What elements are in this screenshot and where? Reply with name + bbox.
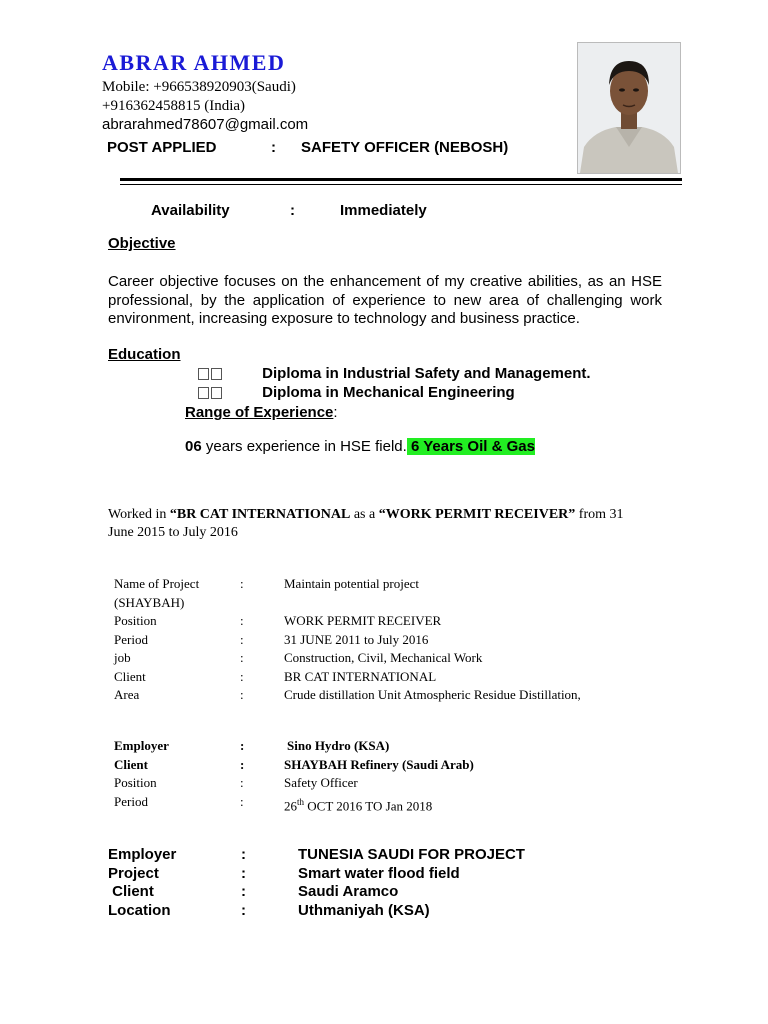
availability-sep: : <box>290 202 295 219</box>
row-value: Safety Officer <box>284 775 358 790</box>
table-row <box>114 686 581 705</box>
education-item-label: Diploma in Industrial Safety and Management. <box>262 365 591 382</box>
period-suffix: th <box>297 796 305 807</box>
person-photo-icon <box>578 43 680 173</box>
header-divider-thin <box>120 184 682 185</box>
row-value: SHAYBAH Refinery (Saudi Arab) <box>284 756 474 772</box>
row-sep: : <box>241 864 246 882</box>
availability-value: Immediately <box>340 202 427 219</box>
checkbox-icon <box>211 387 222 399</box>
table-row <box>108 864 460 884</box>
email: abrarahmed78607@gmail.com <box>102 116 309 133</box>
range-colon: : <box>333 404 338 421</box>
row-label: Employer <box>108 846 177 863</box>
worked-from: from 31 <box>575 507 624 522</box>
row-value: Saudi Aramco <box>298 883 399 901</box>
post-applied-label: POST APPLIED <box>107 139 217 156</box>
project3-table <box>108 846 525 920</box>
row-label: Position <box>114 613 157 628</box>
row-value: BR CAT INTERNATIONAL <box>284 668 437 684</box>
education-item-label: Diploma in Mechanical Engineering <box>262 384 515 401</box>
checkbox-icon <box>198 368 209 380</box>
mobile-india: +916362458815 (India) <box>102 98 246 114</box>
row-label: Client <box>114 668 146 684</box>
row-label: (SHAYBAH) <box>114 594 185 610</box>
availability-label: Availability <box>151 202 230 219</box>
education-item-1 <box>198 365 591 382</box>
range-heading-line <box>185 404 338 421</box>
table-row <box>108 883 399 902</box>
row-sep: : <box>240 613 244 628</box>
mobile-saudi: Mobile: +966538920903(Saudi) <box>102 79 296 95</box>
worked-company: “BR CAT INTERNATIONAL <box>169 507 351 522</box>
experience-text: years experience in HSE field. <box>201 438 407 455</box>
header-divider-thick <box>120 178 682 181</box>
row-value: Construction, Civil, Mechanical Work <box>284 650 483 665</box>
education-item-2 <box>198 384 515 401</box>
table-row <box>108 846 525 865</box>
experience-summary <box>185 438 535 455</box>
row-label: Area <box>114 687 140 702</box>
profile-photo <box>577 42 681 174</box>
project1-table <box>114 575 581 705</box>
row-label: Name of Project <box>114 576 200 591</box>
period-rest: OCT 2016 TO Jan 2018 <box>304 797 433 813</box>
experience-highlight: 6 Years Oil & Gas <box>406 438 535 455</box>
row-value: WORK PERMIT RECEIVER <box>284 613 442 628</box>
row-value <box>284 793 432 816</box>
table-row <box>114 756 474 775</box>
row-label: Location <box>108 901 171 919</box>
row-sep: : <box>240 793 244 809</box>
project2-table <box>114 737 474 813</box>
row-value: Smart water flood field <box>298 864 460 882</box>
row-sep: : <box>240 738 245 753</box>
row-label: Client <box>114 756 148 772</box>
period-day: 26 <box>284 797 297 813</box>
row-label: Employer <box>114 738 169 753</box>
row-value: Maintain potential project <box>284 576 420 591</box>
worked-role: “WORK PERMIT RECEIVER” <box>378 507 576 522</box>
table-row <box>114 793 433 813</box>
worked-prefix: Worked in <box>108 507 170 522</box>
row-label: Period <box>114 793 148 809</box>
row-value: Crude distillation Unit Atmospheric Residue Distillation, <box>284 687 581 702</box>
row-label: job <box>114 650 131 665</box>
row-value: Sino Hydro (KSA) <box>287 738 390 753</box>
row-value: Uthmaniyah (KSA) <box>298 901 430 919</box>
objective-heading: Objective <box>108 235 176 252</box>
candidate-name: ABRAR AHMED <box>102 50 286 75</box>
objective-text: Career objective focuses on the enhancement of my creative abilities, as an HSE professional, by the application of experience to new area of challenging work environment, increasing exposure to technology and business practice. <box>108 273 662 328</box>
table-row <box>114 594 199 613</box>
range-heading: Range of Experience <box>185 404 334 421</box>
worked-as: as a <box>350 507 379 522</box>
row-sep: : <box>240 576 244 591</box>
table-row <box>114 668 437 687</box>
table-row <box>114 575 420 594</box>
row-sep: : <box>240 631 244 647</box>
row-sep: : <box>241 846 246 863</box>
row-label: Period <box>114 631 148 647</box>
row-label: Project <box>108 864 159 882</box>
post-applied-sep: : <box>271 139 276 156</box>
post-applied-value: SAFETY OFFICER (NEBOSH) <box>301 139 509 156</box>
table-row <box>114 631 429 650</box>
row-sep: : <box>240 668 244 684</box>
worked-line-2: June 2015 to July 2016 <box>108 525 238 540</box>
experience-years: 06 <box>185 438 202 455</box>
row-label: Position <box>114 775 157 790</box>
table-row <box>114 649 483 668</box>
education-heading: Education <box>108 346 181 363</box>
row-label: Client <box>108 883 154 901</box>
checkbox-icon <box>211 368 222 380</box>
table-row <box>114 774 358 793</box>
worked-line-1 <box>108 507 624 523</box>
row-sep: : <box>240 687 244 702</box>
table-row <box>108 901 430 921</box>
row-sep: : <box>241 883 246 901</box>
row-sep: : <box>241 901 246 919</box>
row-sep: : <box>240 650 244 665</box>
row-value: 31 JUNE 2011 to July 2016 <box>284 631 429 647</box>
row-sep: : <box>240 756 245 772</box>
table-row <box>114 612 442 631</box>
checkbox-icon <box>198 387 209 399</box>
row-value: TUNESIA SAUDI FOR PROJECT <box>298 846 525 863</box>
table-row <box>114 737 390 756</box>
row-sep: : <box>240 775 244 790</box>
